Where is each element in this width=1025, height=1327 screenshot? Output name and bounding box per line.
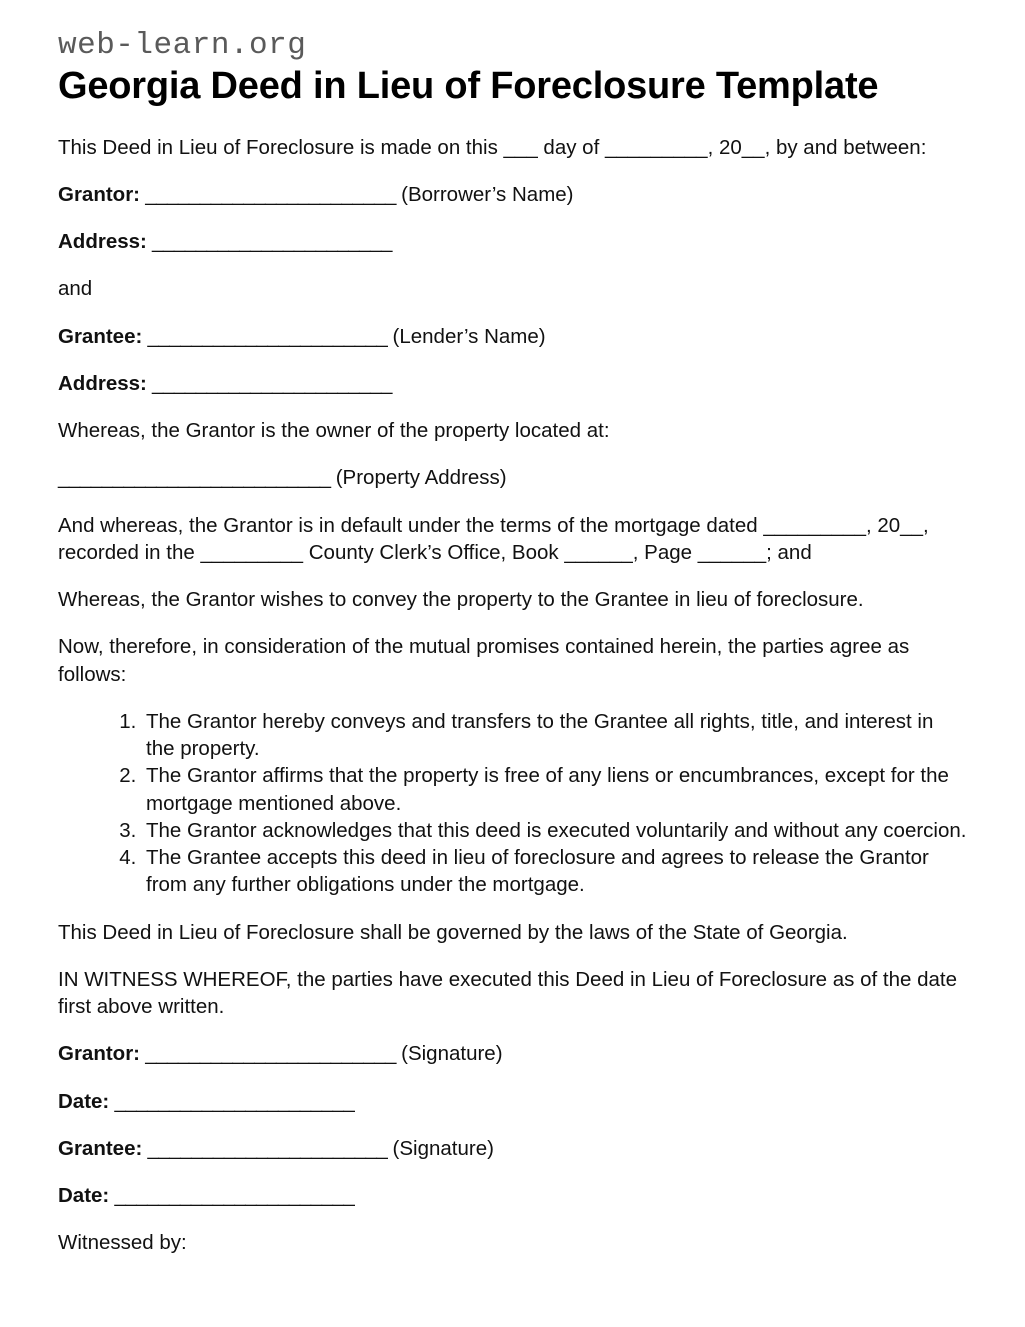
site-logo: web-learn.org bbox=[58, 28, 307, 63]
grantee-address-blank[interactable]: ______________________ bbox=[146, 371, 392, 395]
bottom-spacer bbox=[56, 1277, 967, 1317]
grantee-signature-label: Grantee: bbox=[58, 1136, 143, 1160]
grantor-signature-label: Grantor: bbox=[58, 1042, 140, 1066]
grantor-date-row bbox=[56, 1088, 967, 1115]
grantor-note: (Borrower’s Name) bbox=[401, 182, 574, 206]
grantor-signature-blank[interactable]: _______________________ bbox=[140, 1042, 402, 1066]
grantor-address-row bbox=[56, 228, 967, 255]
grantor-date-label: Date: bbox=[58, 1089, 110, 1113]
grantee-date-row bbox=[56, 1182, 967, 1209]
list-item: 1. The Grantor hereby conveys and transfers to the Grantee all rights, title, and interest in the property. bbox=[142, 708, 967, 763]
and-conjunction: and bbox=[58, 277, 93, 301]
property-address-row bbox=[56, 464, 967, 491]
grantee-address-label: Address: bbox=[58, 371, 147, 395]
grantee-signature-row bbox=[56, 1135, 967, 1162]
convey-clause: Whereas, the Grantor wishes to convey the property to the Grantee in lieu of foreclosure. bbox=[58, 588, 864, 612]
grantee-note: (Lender’s Name) bbox=[392, 324, 546, 348]
grantor-date-blank[interactable]: ______________________ bbox=[109, 1089, 355, 1113]
grantor-label: Grantor: bbox=[58, 182, 140, 206]
property-address-note: (Property Address) bbox=[335, 466, 507, 490]
governing-law-clause: This Deed in Lieu of Foreclosure shall be governed by the laws of the State of Georgia. bbox=[58, 920, 848, 944]
grantee-date-blank[interactable]: ______________________ bbox=[109, 1184, 355, 1208]
grantor-address-label: Address: bbox=[58, 230, 147, 254]
terms-list bbox=[56, 708, 967, 899]
witnessed-by-label: Witnessed by: bbox=[58, 1231, 187, 1255]
grantor-blank[interactable]: _______________________ bbox=[140, 182, 402, 206]
intro-paragraph: This Deed in Lieu of Foreclosure is made on this ___ day of _________, 20__, by and between: bbox=[58, 135, 927, 159]
grantee-blank[interactable]: ______________________ bbox=[142, 324, 393, 348]
consideration-clause: Now, therefore, in consideration of the mutual promises contained herein, the parties agree as follows: bbox=[58, 635, 910, 686]
grantee-address-row bbox=[56, 370, 967, 397]
owner-clause: Whereas, the Grantor is the owner of the property located at: bbox=[58, 419, 610, 443]
grantee-date-label: Date: bbox=[58, 1184, 110, 1208]
grantor-signature-note: (Signature) bbox=[401, 1042, 503, 1066]
property-address-blank[interactable]: _________________________ bbox=[58, 466, 336, 490]
list-item: 3. The Grantor acknowledges that this deed is executed voluntarily and without any coercion. bbox=[142, 817, 967, 844]
grantor-address-blank[interactable]: ______________________ bbox=[146, 230, 392, 254]
page-title: Georgia Deed in Lieu of Foreclosure Template bbox=[58, 64, 879, 107]
default-clause: And whereas, the Grantor is in default under the terms of the mortgage dated _________, 20__, recorded in the _________ County Clerk’s Office, Book ______, Page ______; and bbox=[58, 513, 929, 564]
grantor-field-row bbox=[56, 181, 967, 208]
grantor-signature-row bbox=[56, 1040, 967, 1067]
grantee-field-row bbox=[56, 323, 967, 350]
list-item: 4. The Grantee accepts this deed in lieu of foreclosure and agrees to release the Grantor from any further obligations under the mortgage. bbox=[142, 844, 967, 899]
grantee-label: Grantee: bbox=[58, 324, 143, 348]
list-item: 2. The Grantor affirms that the property is free of any liens or encumbrances, except for the mortgage mentioned above. bbox=[142, 762, 967, 817]
grantee-signature-note: (Signature) bbox=[392, 1136, 494, 1160]
witness-whereof-clause: IN WITNESS WHEREOF, the parties have executed this Deed in Lieu of Foreclosure as of the date first above written. bbox=[58, 967, 957, 1019]
grantee-signature-blank[interactable]: ______________________ bbox=[142, 1136, 393, 1160]
